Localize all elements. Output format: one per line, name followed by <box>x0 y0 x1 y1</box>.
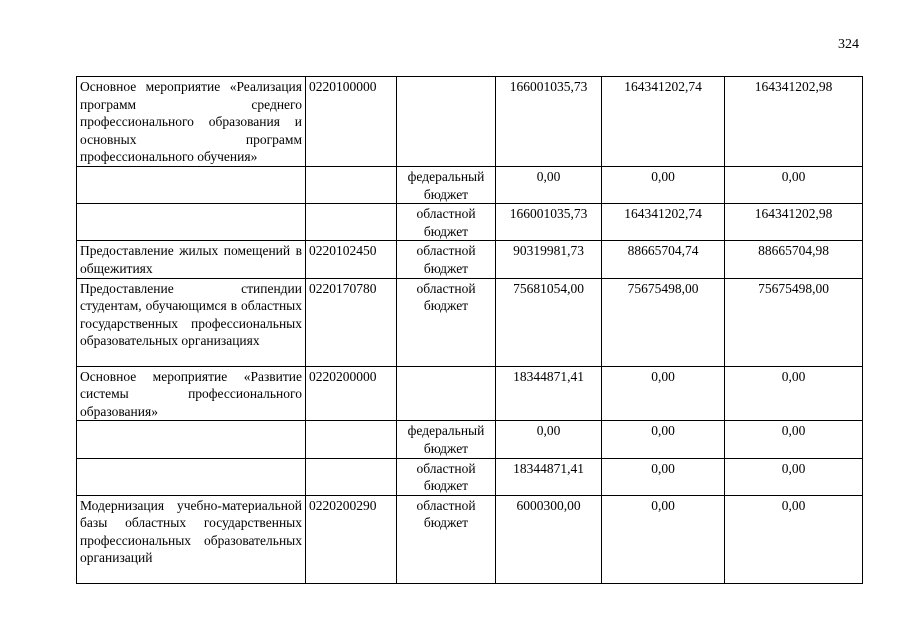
event-name-cell: Предоставление жилых помещений в общежитиях <box>77 241 306 278</box>
table-row <box>77 241 863 278</box>
funding-source-cell: областной бюджет <box>397 278 496 366</box>
table-row <box>77 495 863 583</box>
amount-year1-cell: 18344871,41 <box>496 366 602 421</box>
amount-year2-cell: 0,00 <box>602 421 725 458</box>
amount-year3-cell: 164341202,98 <box>725 204 863 241</box>
amount-year3-cell: 0,00 <box>725 366 863 421</box>
funding-source-cell: областной бюджет <box>397 241 496 278</box>
funding-source-cell <box>397 77 496 167</box>
amount-year1-cell: 0,00 <box>496 166 602 203</box>
funding-source-cell: областной бюджет <box>397 458 496 495</box>
table-row <box>77 458 863 495</box>
event-name-cell <box>77 421 306 458</box>
budget-code-cell <box>306 166 397 203</box>
event-name-cell: Предоставление стипендии студентам, обучающимся в областных государственных профессиональных образовательных организациях <box>77 278 306 366</box>
table-row <box>77 278 863 366</box>
event-name-cell <box>77 166 306 203</box>
amount-year2-cell: 0,00 <box>602 458 725 495</box>
table-row <box>77 421 863 458</box>
funding-source-cell: федеральный бюджет <box>397 166 496 203</box>
amount-year3-cell: 0,00 <box>725 458 863 495</box>
amount-year2-cell: 0,00 <box>602 366 725 421</box>
table-row <box>77 77 863 167</box>
amount-year1-cell: 6000300,00 <box>496 495 602 583</box>
amount-year3-cell: 88665704,98 <box>725 241 863 278</box>
amount-year3-cell: 0,00 <box>725 166 863 203</box>
budget-code-cell: 0220200290 <box>306 495 397 583</box>
budget-code-cell: 0220100000 <box>306 77 397 167</box>
budget-table <box>76 76 863 584</box>
amount-year2-cell: 164341202,74 <box>602 204 725 241</box>
funding-source-cell: областной бюджет <box>397 495 496 583</box>
event-name-cell: Основное мероприятие «Развитие системы профессионального образования» <box>77 366 306 421</box>
page-number: 324 <box>838 37 859 52</box>
budget-code-cell <box>306 458 397 495</box>
table-row <box>77 366 863 421</box>
budget-code-cell: 0220102450 <box>306 241 397 278</box>
funding-source-cell: федеральный бюджет <box>397 421 496 458</box>
budget-code-cell: 0220170780 <box>306 278 397 366</box>
table-row <box>77 204 863 241</box>
amount-year2-cell: 0,00 <box>602 495 725 583</box>
amount-year3-cell: 0,00 <box>725 421 863 458</box>
amount-year2-cell: 88665704,74 <box>602 241 725 278</box>
event-name-cell <box>77 204 306 241</box>
amount-year1-cell: 90319981,73 <box>496 241 602 278</box>
amount-year3-cell: 75675498,00 <box>725 278 863 366</box>
budget-code-cell: 0220200000 <box>306 366 397 421</box>
table-row <box>77 166 863 203</box>
event-name-cell: Основное мероприятие «Реализация программ среднего профессионального образования и основных программ профессионального обучения» <box>77 77 306 167</box>
funding-source-cell <box>397 366 496 421</box>
budget-code-cell <box>306 204 397 241</box>
amount-year1-cell: 75681054,00 <box>496 278 602 366</box>
amount-year2-cell: 75675498,00 <box>602 278 725 366</box>
amount-year1-cell: 18344871,41 <box>496 458 602 495</box>
amount-year2-cell: 164341202,74 <box>602 77 725 167</box>
amount-year3-cell: 0,00 <box>725 495 863 583</box>
amount-year3-cell: 164341202,98 <box>725 77 863 167</box>
amount-year2-cell: 0,00 <box>602 166 725 203</box>
event-name-cell: Модернизация учебно-материальной базы областных государственных профессиональных образовательных организаций <box>77 495 306 583</box>
amount-year1-cell: 0,00 <box>496 421 602 458</box>
amount-year1-cell: 166001035,73 <box>496 204 602 241</box>
event-name-cell <box>77 458 306 495</box>
funding-source-cell: областной бюджет <box>397 204 496 241</box>
amount-year1-cell: 166001035,73 <box>496 77 602 167</box>
budget-code-cell <box>306 421 397 458</box>
